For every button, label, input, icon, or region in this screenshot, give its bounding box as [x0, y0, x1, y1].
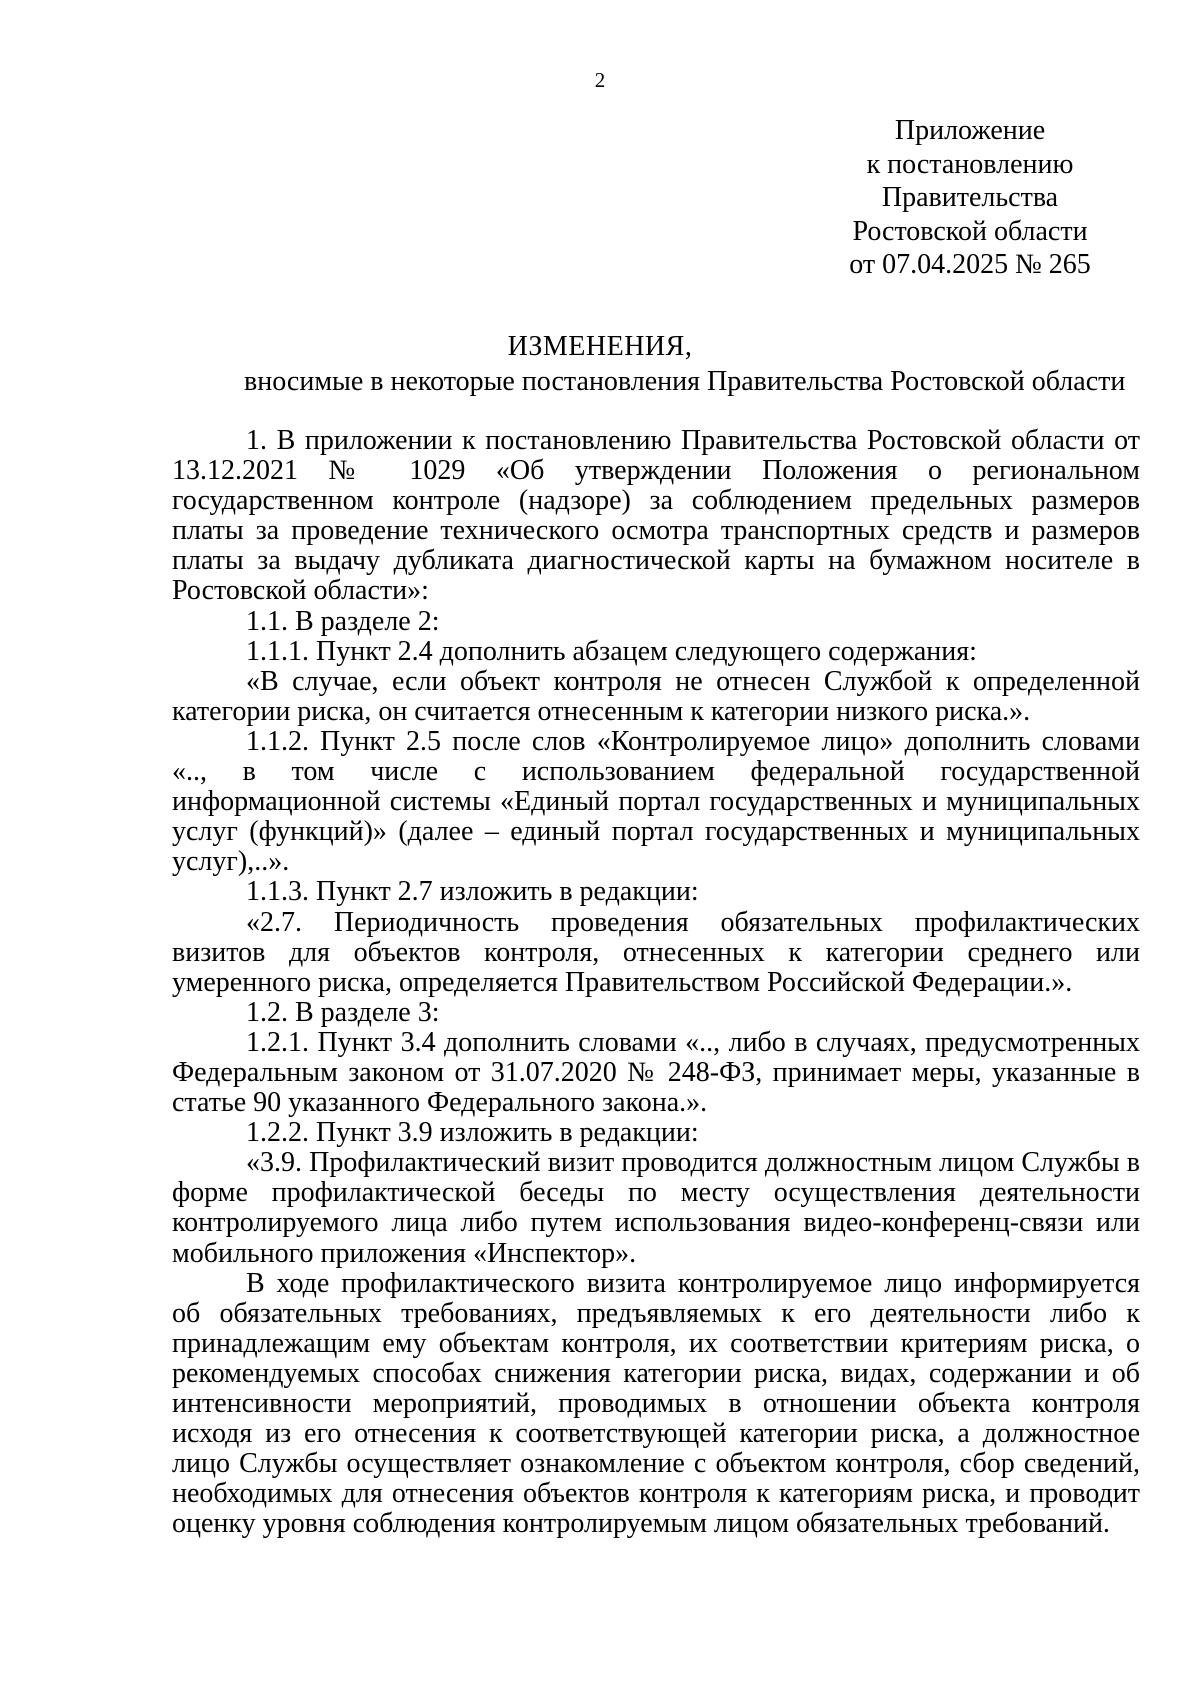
paragraph: 1.1. В разделе 2: — [246, 605, 440, 637]
appendix-line: Ростовской области — [852, 215, 1088, 247]
paragraph: 1.2.2. Пункт 3.9 изложить в редакции: — [246, 1117, 699, 1149]
appendix-line: Приложение — [894, 115, 1046, 146]
document-subtitle: вносимые в некоторые постановления Правительства Ростовской области — [244, 366, 1126, 397]
appendix-line: от 07.04.2025 № 265 — [849, 249, 1091, 280]
paragraph: 1. В приложении к постановлению Правительства Ростовской области от 13.12.2021 № 1029 «Об утверждении Положения о региональном государственном контроле (надзоре) за соблюдением предельных размеров платы за проведение технического осмотра транспортных средств и размеров платы за выдачу дубликата диагностической карты на бумажном носителе в Ростовской области»: — [172, 425, 1140, 607]
page-number: 2 — [594, 68, 606, 92]
appendix-line: Правительства — [881, 182, 1059, 213]
paragraph: «3.9. Профилактический визит проводится должностным лицом Службы в форме профилактической беседы по месту осуществления деятельности контролируемого лица либо путем использования видео-конференц-связи или мобильного приложения «Инспектор». — [172, 1147, 1140, 1269]
paragraph: В ходе профилактического визита контролируемое лицо информируется об обязательных требованиях, предъявляемых к его деятельности либо к принадлежащим ему объектам контроля, их соответствии критериям риска, о рекомендуемых способах снижения категории риска, видах, содержании и об интенсивности мероприятий, проводимых в отношении объекта контроля исходя из его отнесения к соответствующей категории риска, а должностное лицо Службы осуществляет ознакомление с объектом контроля, сбор сведений, необходимых для отнесения объектов контроля к категориям риска, и проводит оценку уровня соблюдения контролируемым лицом обязательных требований. — [172, 1267, 1140, 1540]
paragraph: 1.2.1. Пункт 3.4 дополнить словами «.., либо в случаях, предусмотренных Федеральным законом от 31.07.2020 № 248-ФЗ, принимает меры, указанные в статье 90 указанного Федерального закона.». — [172, 1026, 1140, 1119]
document-body — [172, 426, 1140, 1539]
paragraph: 1.1.3. Пункт 2.7 изложить в редакции: — [246, 876, 699, 908]
paragraph: «В случае, если объект контроля не отнесен Службой к определенной категории риска, он считается отнесенным к категории низкого риска.». — [172, 665, 1140, 727]
appendix-header — [835, 114, 1105, 282]
paragraph: 1.2. В разделе 3: — [246, 996, 440, 1028]
paragraph: «2.7. Периодичность проведения обязательных профилактических визитов для объектов контроля, отнесенных к категории среднего или умеренного риска, определяется Правительством Российской Федерации.». — [172, 906, 1140, 998]
paragraph: 1.1.1. Пункт 2.4 дополнить абзацем следующего содержания: — [246, 635, 977, 667]
appendix-line: к постановлению — [866, 148, 1074, 180]
document-title: ИЗМЕНЕНИЯ, — [507, 331, 693, 362]
paragraph: 1.1.2. Пункт 2.5 после слов «Контролируемое лицо» дополнить словами «.., в том числе с использованием федеральной государственной информационной системы «Единый портал государственных и муниципальных услуг (функций)» (далее – единый портал государственных и муниципальных услуг),..». — [172, 725, 1140, 878]
